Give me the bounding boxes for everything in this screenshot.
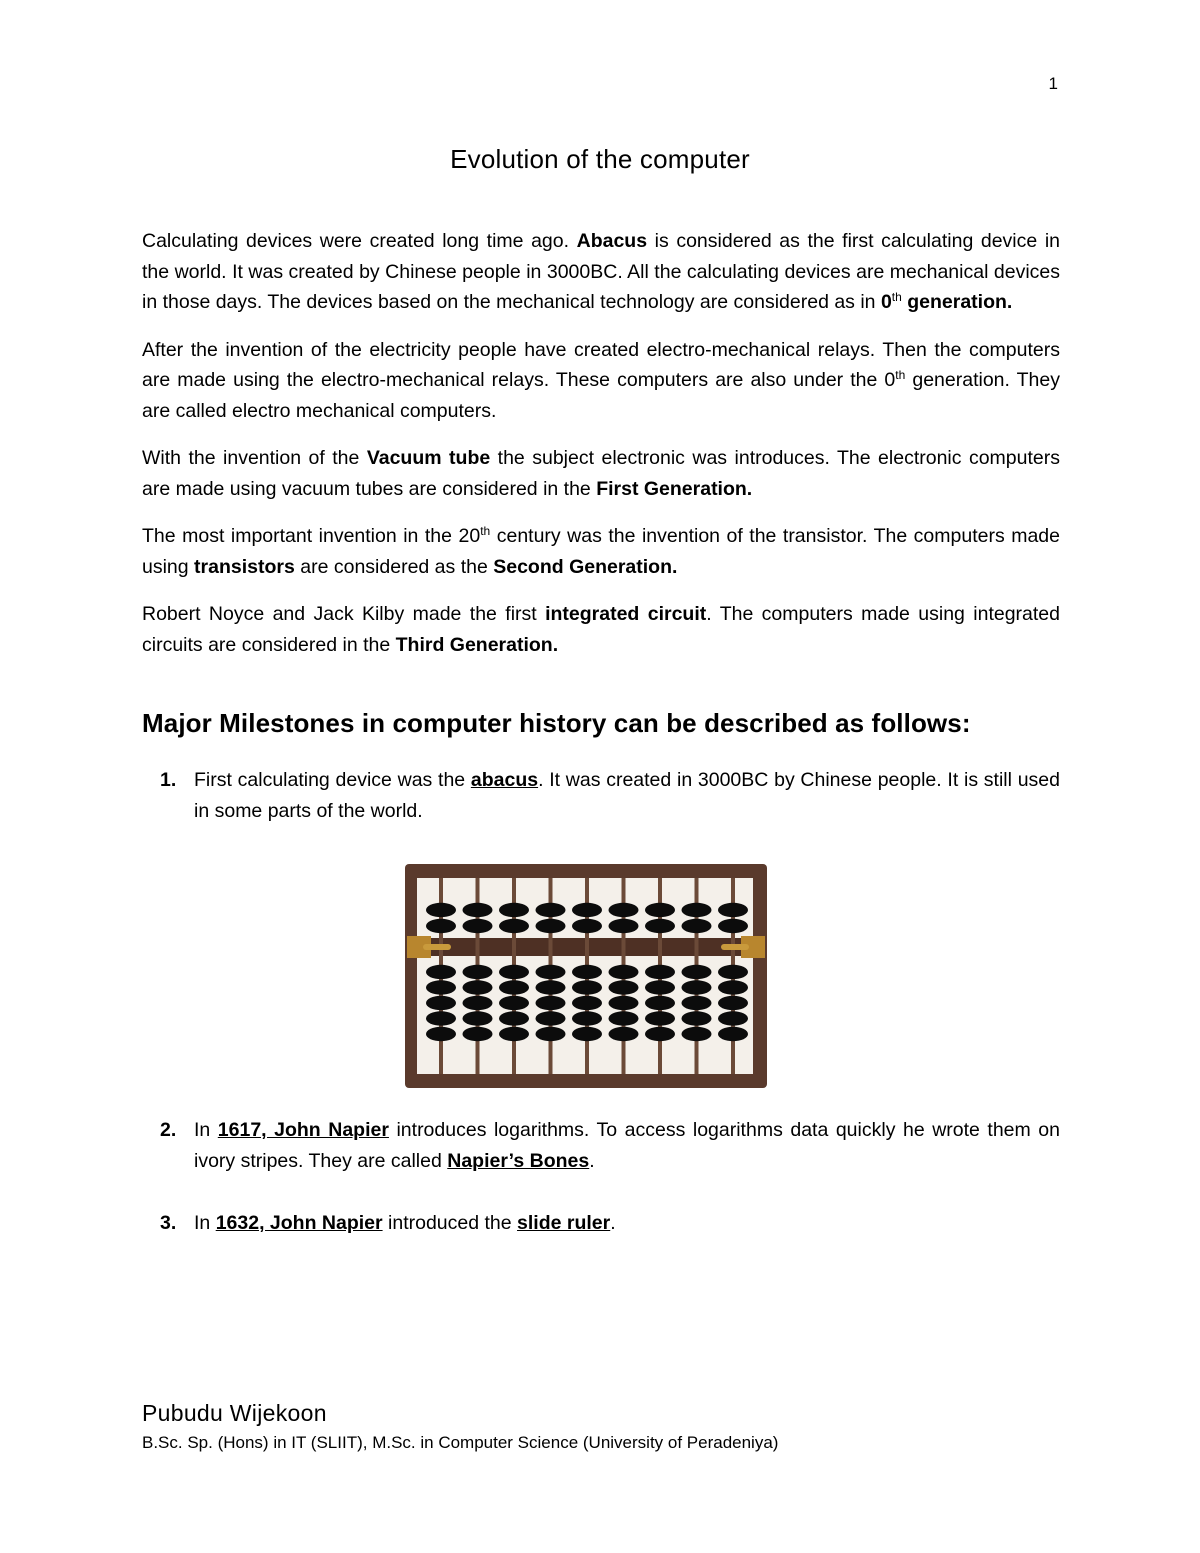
abacus-bead <box>463 996 493 1010</box>
abacus-bead <box>609 1011 639 1025</box>
milestone-text <box>194 1208 1060 1239</box>
list-number: 1. <box>160 769 177 791</box>
abacus-bead <box>463 903 493 917</box>
abacus-bead <box>645 919 675 933</box>
abacus-bead <box>536 903 566 917</box>
abacus-bead <box>645 965 675 979</box>
abacus-bead <box>682 1011 712 1025</box>
abacus-bead <box>572 1027 602 1041</box>
text-run: . <box>610 1212 616 1234</box>
abacus-bead <box>463 980 493 994</box>
underlined-term-slide-ruler: slide ruler <box>517 1212 611 1234</box>
abacus-bead <box>426 1027 456 1041</box>
abacus-bead <box>718 1027 748 1041</box>
text-run: is considered as the first calculating device in the world. It was created by Chinese people in 3000BC. All the calculating devices are mechanical devices in those days. The devices based on the mechanical technology are considered as in <box>142 230 1060 313</box>
abacus-bead <box>426 903 456 917</box>
text-run: . <box>589 1150 595 1172</box>
abacus-image <box>403 862 769 1090</box>
abacus-bead <box>499 980 529 994</box>
abacus-bead <box>463 1027 493 1041</box>
text-run: century was the invention of the transistor. The computers made using <box>142 525 1060 578</box>
abacus-bead <box>426 1011 456 1025</box>
abacus-bead <box>499 965 529 979</box>
abacus-bead <box>536 980 566 994</box>
abacus-bead <box>536 1027 566 1041</box>
abacus-bead <box>499 1011 529 1025</box>
abacus-bead <box>572 919 602 933</box>
paragraph-5 <box>142 599 1060 660</box>
abacus-bead <box>645 1027 675 1041</box>
abacus-bead <box>645 903 675 917</box>
abacus-bead <box>499 903 529 917</box>
abacus-bead <box>682 980 712 994</box>
bold-term-vacuum-tube: Vacuum tube <box>366 447 491 469</box>
underlined-term-napiers-bones: Napier’s Bones <box>447 1150 590 1172</box>
text-run: Calculating devices were created long time ago. <box>142 230 577 252</box>
document-body <box>142 226 1060 677</box>
milestone-text <box>194 1115 1060 1177</box>
abacus-bead <box>572 980 602 994</box>
page-number: 1 <box>1048 74 1058 93</box>
abacus-bead <box>682 903 712 917</box>
text-run: With the invention of the <box>142 447 367 469</box>
abacus-bead <box>609 965 639 979</box>
abacus-bead <box>682 996 712 1010</box>
abacus-bead <box>536 919 566 933</box>
bold-term-abacus: Abacus <box>576 230 648 252</box>
text-run: In <box>194 1119 218 1141</box>
underlined-term-1617-john-napier: 1617, John Napier <box>217 1119 389 1141</box>
abacus-bead <box>463 965 493 979</box>
milestone-text <box>194 765 1060 827</box>
bold-term: generation. <box>901 291 1013 313</box>
abacus-bead <box>645 996 675 1010</box>
text-run: generation. They are called electro mechanical computers. <box>142 369 1060 422</box>
abacus-bead <box>499 1027 529 1041</box>
abacus-bead <box>609 996 639 1010</box>
bold-term: 0 <box>880 291 892 313</box>
paragraph-1 <box>142 226 1060 318</box>
underlined-term-1632-john-napier: 1632, John Napier <box>215 1212 383 1234</box>
underlined-term-abacus: abacus <box>470 769 539 791</box>
abacus-bead <box>609 903 639 917</box>
abacus-bead <box>682 1027 712 1041</box>
abacus-bead <box>572 903 602 917</box>
abacus-bead <box>536 1011 566 1025</box>
abacus-bead <box>536 996 566 1010</box>
page-title: Evolution of the computer <box>450 144 750 174</box>
text-run: are considered as the <box>294 555 494 578</box>
abacus-bead <box>682 919 712 933</box>
bold-term-integrated-circuit: integrated circuit <box>545 603 707 625</box>
text-run: introduced the <box>382 1212 518 1234</box>
milestone-item-2 <box>142 1115 1060 1177</box>
footer-credentials: B.Sc. Sp. (Hons) in IT (SLIIT), M.Sc. in Computer Science (University of Peradeniya) <box>142 1433 779 1452</box>
abacus-bead <box>609 980 639 994</box>
abacus-beads <box>426 903 748 1041</box>
abacus-bead <box>718 1011 748 1025</box>
list-number: 2. <box>160 1119 177 1141</box>
abacus-bead <box>572 1011 602 1025</box>
paragraph-4 <box>142 521 1060 582</box>
abacus-bead <box>609 919 639 933</box>
abacus-bead <box>536 965 566 979</box>
abacus-bead <box>499 919 529 933</box>
text-run: In <box>194 1212 216 1234</box>
paragraph-3 <box>142 443 1060 504</box>
abacus-bead <box>645 1011 675 1025</box>
abacus-bead <box>718 903 748 917</box>
bold-term-first-generation: First Generation. <box>596 477 753 500</box>
text-run: Robert Noyce and Jack Kilby made the first <box>142 603 546 625</box>
bold-term-second-generation: Second Generation. <box>493 555 678 578</box>
abacus-bead <box>718 965 748 979</box>
abacus-bead <box>426 919 456 933</box>
text-run: . It was created in 3000BC by Chinese people. It is still used in some parts of the world. <box>194 769 1060 822</box>
abacus-bead <box>463 1011 493 1025</box>
abacus-bead <box>426 965 456 979</box>
text-run: . The computers made using integrated circuits are considered in the <box>142 603 1060 656</box>
text-run: introduces logarithms. To access logarithms data quickly he wrote them on ivory stripes. They are called <box>194 1119 1060 1172</box>
list-number: 3. <box>160 1212 177 1234</box>
footer-author-name: Pubudu Wijekoon <box>142 1400 327 1426</box>
milestone-item-3 <box>142 1208 1060 1239</box>
paragraph-2 <box>142 335 1060 427</box>
abacus-bead <box>645 980 675 994</box>
bold-term-third-generation: Third Generation. <box>395 633 559 656</box>
abacus-bead <box>463 919 493 933</box>
abacus-bead <box>718 919 748 933</box>
abacus-bead <box>682 965 712 979</box>
bold-term-transistors: transistors <box>194 555 295 578</box>
abacus-bead <box>426 980 456 994</box>
abacus-bead <box>718 996 748 1010</box>
text-run: The most important invention in the 20 <box>142 525 481 547</box>
text-run: After the invention of the electricity people have created electro-mechanical relays. Then the computers are made using the electro-mechanical relays. These computers are also under the 0 <box>142 338 1060 391</box>
text-run: First calculating device was the <box>194 769 471 791</box>
abacus-bead <box>609 1027 639 1041</box>
milestone-item-1 <box>142 765 1060 827</box>
milestones-heading: Major Milestones in computer history can be described as follows: <box>142 708 971 738</box>
abacus-bead <box>572 996 602 1010</box>
superscript: th <box>891 290 902 304</box>
abacus-bead <box>718 980 748 994</box>
abacus-bead <box>572 965 602 979</box>
superscript: th <box>480 524 491 538</box>
text-run: the subject electronic was introduces. The electronic computers are made using vacuum tubes are considered in the <box>142 447 1060 500</box>
superscript: th <box>895 368 906 382</box>
abacus-bead <box>426 996 456 1010</box>
abacus-bead <box>499 996 529 1010</box>
